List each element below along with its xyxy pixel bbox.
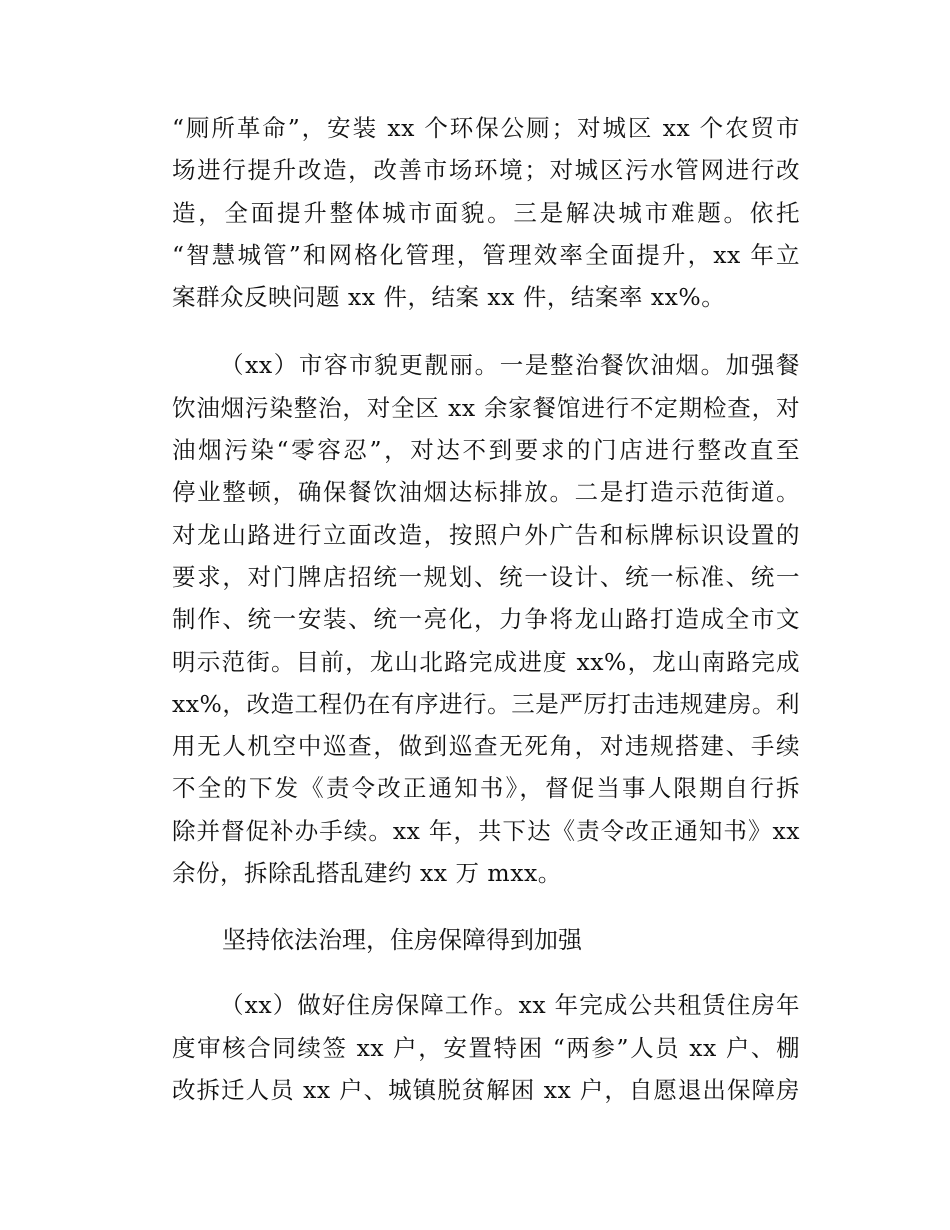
text-line: 改拆迁人员 xx 户、城镇脱贫解困 xx 户，自愿退出保障房 — [172, 1075, 800, 1104]
document-page — [172, 107, 800, 1111]
text-line: 油烟污染“零容忍”，对达不到要求的门店进行整改直至 — [172, 436, 800, 465]
text-line: 不全的下发《责令改正通知书》，督促当事人限期自行拆 — [172, 774, 800, 803]
text-line: 余份，拆除乱搭乱建约 xx 万 mxx。 — [172, 859, 562, 888]
text-line: 明示范街。目前，龙山北路完成进度 xx%，龙山南路完成 — [172, 647, 800, 676]
text-line: 造，全面提升整体城市面貌。三是解决城市难题。依托 — [172, 198, 800, 227]
text-line: 除并督促补办手续。xx 年，共下达《责令改正通知书》xx — [172, 816, 800, 845]
paragraph-housing-security — [172, 984, 800, 1111]
text-line: 对龙山路进行立面改造，按照户外广告和标牌标识设置的 — [172, 520, 800, 549]
text-line: 要求，对门牌店招统一规划、统一设计、统一标准、统一 — [172, 562, 800, 591]
text-line: 制作、统一安装、统一亮化，力争将龙山路打造成全市文 — [172, 605, 800, 634]
text-line: （xx）做好住房保障工作。xx 年完成公共租赁住房年 — [220, 991, 800, 1020]
text-line: 停业整顿，确保餐饮油烟达标排放。二是打造示范街道。 — [172, 478, 800, 507]
section-heading: 坚持依法治理，住房保障得到加强 — [222, 926, 582, 955]
text-line: 度审核合同续签 xx 户，安置特困 “两参”人员 xx 户、棚 — [172, 1033, 800, 1062]
text-line: 用无人机空中巡查，做到巡查无死角，对违规搭建、手续 — [172, 732, 800, 761]
paragraph-urban-improvement — [172, 107, 800, 318]
text-line: “智慧城管”和网格化管理，管理效率全面提升，xx 年立 — [172, 240, 800, 269]
text-line: 场进行提升改造，改善市场环境；对城区污水管网进行改 — [172, 156, 800, 185]
text-line: 饮油烟污染整治，对全区 xx 余家餐馆进行不定期检查，对 — [172, 393, 800, 422]
text-line: 案群众反映问题 xx 件，结案 xx 件，结案率 xx%。 — [172, 283, 726, 312]
text-line: “厕所革命”，安装 xx 个环保公厕；对城区 xx 个农贸市 — [172, 114, 800, 142]
text-line: xx%，改造工程仍在有序进行。三是严厉打击违规建房。利 — [172, 689, 800, 718]
text-line: （xx）市容市貌更靓丽。一是整治餐饮油烟。加强餐 — [220, 351, 800, 380]
paragraph-city-appearance — [172, 344, 800, 894]
